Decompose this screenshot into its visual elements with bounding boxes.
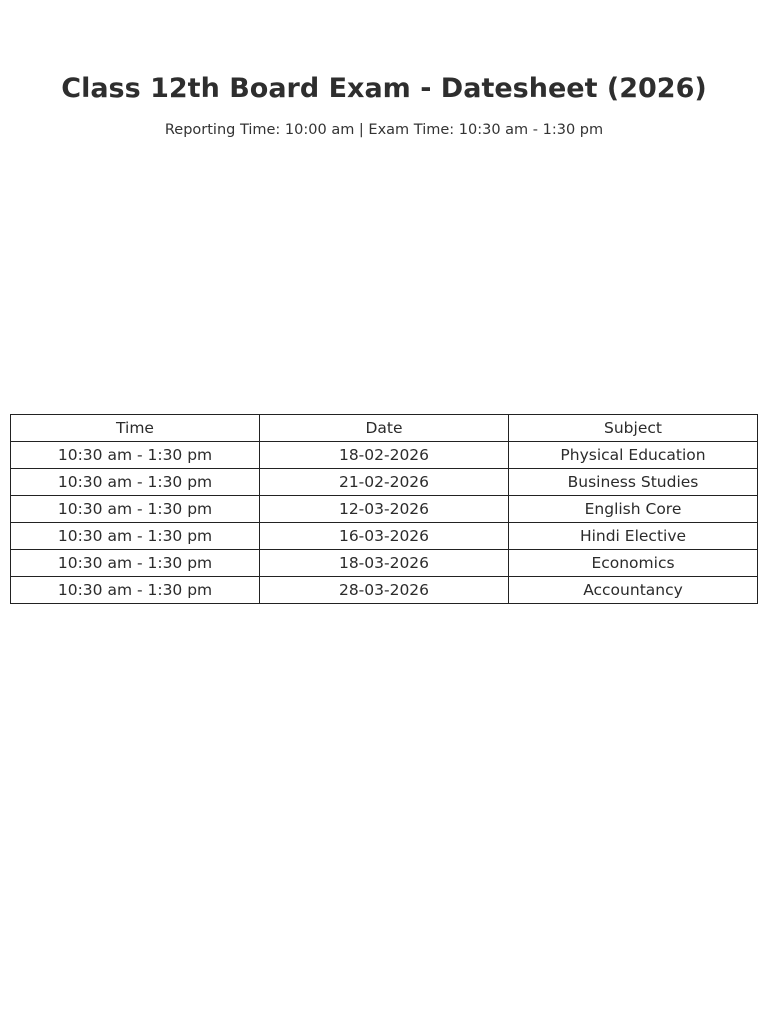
table-header bbox=[11, 415, 758, 442]
table-body bbox=[11, 442, 758, 604]
reporting-exam-time-subtitle: Reporting Time: 10:00 am | Exam Time: 10:30 am - 1:30 pm bbox=[164, 122, 604, 138]
time-cell: 10:30 am - 1:30 pm bbox=[11, 496, 260, 523]
column-header-time: Time bbox=[11, 415, 260, 442]
column-header-date: Date bbox=[260, 415, 509, 442]
table-row bbox=[11, 496, 758, 523]
date-cell: 12-03-2026 bbox=[260, 496, 509, 523]
page-title: Class 12th Board Exam - Datesheet (2026) bbox=[61, 73, 707, 104]
subject-cell: English Core bbox=[509, 496, 758, 523]
date-cell: 28-03-2026 bbox=[260, 577, 509, 604]
time-cell: 10:30 am - 1:30 pm bbox=[11, 550, 260, 577]
table-row bbox=[11, 523, 758, 550]
subject-cell: Accountancy bbox=[509, 577, 758, 604]
date-cell: 18-03-2026 bbox=[260, 550, 509, 577]
table-row bbox=[11, 577, 758, 604]
table-row bbox=[11, 442, 758, 469]
table-row bbox=[11, 469, 758, 496]
time-cell: 10:30 am - 1:30 pm bbox=[11, 523, 260, 550]
table-header-row bbox=[11, 415, 758, 442]
column-header-subject: Subject bbox=[509, 415, 758, 442]
date-cell: 18-02-2026 bbox=[260, 442, 509, 469]
time-cell: 10:30 am - 1:30 pm bbox=[11, 469, 260, 496]
subject-cell: Economics bbox=[509, 550, 758, 577]
subject-cell: Physical Education bbox=[509, 442, 758, 469]
subject-cell: Business Studies bbox=[509, 469, 758, 496]
date-cell: 21-02-2026 bbox=[260, 469, 509, 496]
table-row bbox=[11, 550, 758, 577]
datesheet-table bbox=[10, 414, 758, 604]
time-cell: 10:30 am - 1:30 pm bbox=[11, 442, 260, 469]
subject-cell: Hindi Elective bbox=[509, 523, 758, 550]
date-cell: 16-03-2026 bbox=[260, 523, 509, 550]
time-cell: 10:30 am - 1:30 pm bbox=[11, 577, 260, 604]
